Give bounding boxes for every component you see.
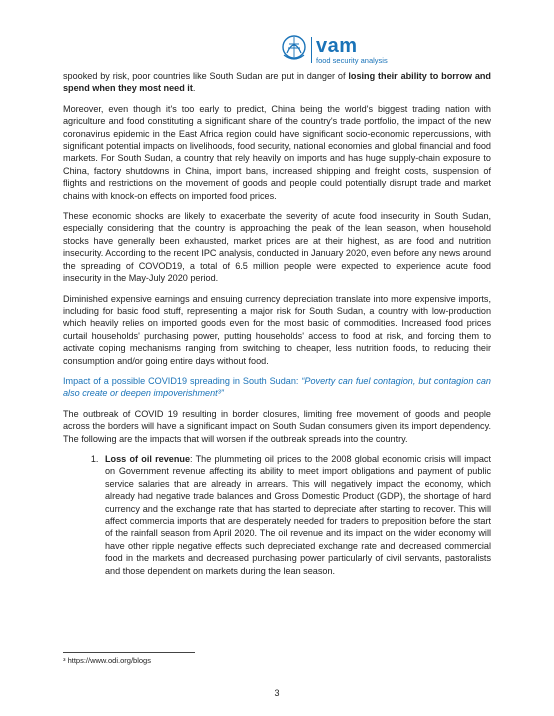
- main-content: [63, 70, 491, 577]
- paragraph-3: These economic shocks are likely to exacerbate the severity of acute food insecurity in South Sudan, especially considering that the country is approaching the peak of the lean season, when household stocks have generally been exhausted, market prices are at their highest, as are food and nutrition insecurity. According to the recent IPC analysis, conducted in January 2020, even before any news around the spreading of COVOD19, a total of 6.5 million people were expected to experience acute food insecurity in the May-July 2020 period.: [63, 211, 491, 284]
- paragraph-1: [63, 70, 491, 95]
- paragraph-4: Diminished expensive earnings and ensuing currency depreciation translate into more expensive imports, including for basic food stuff, representing a major risk for South Sudan, a country with low-production which heavily relies on imported goods even for the most basic of commodities. Increased food prices curtail households' purchasing power, putting households' access to food at risk, and forcing them to activate coping mechanisms ranging from switching to cheaper, less nutrition foods, to reducing their consumption and/or going entire days without food.: [63, 293, 491, 366]
- page-number: 3: [274, 688, 280, 698]
- section-intro: The outbreak of COVID 19 resulting in border closures, limiting free movement of goods and people across the borders will have a significant impact on South Sudan consumers given its import dependency. The following are the impacts that will worsen if the outbreak spreads into the country.: [63, 408, 491, 444]
- section-heading-quote: “Poverty can fuel contagion, but contagion can also create or deepen impoverishment³”: [63, 375, 491, 399]
- wfp-emblem-icon: [280, 33, 308, 67]
- paragraph-2: Moreover, even though it's too early to predict, China being the world's biggest trading nation with agriculture and food constituting a significant share of the country's trade portfolio, the impact of the new coronavirus epidemic in the East Africa region could have significant socio-economic repercussions, with significant potential impacts on livelihoods, food security, national economies and global financial and food markets. For South Sudan, a country that rely heavily on imports and has huge supply-chain exposure to China, factory shutdowns in China, import bans, increased shipping and freight costs, suspension of flights and restrictions on the movement of goods and people could potentially disrupt trade and market chains with knock-on effects on imported food prices.: [63, 103, 491, 201]
- paragraph-1-bold: losing their ability to borrow and spend when they most need it: [63, 71, 491, 94]
- wfp-vam-logo: [280, 32, 388, 68]
- section-heading-text: Impact of a possible COVID19 spreading in South Sudan:: [63, 375, 302, 386]
- section-heading: [63, 375, 491, 400]
- logo-separator: [311, 37, 312, 63]
- footnote: ³ https://www.odi.org/blogs: [63, 656, 151, 665]
- list-item-title: Loss of oil revenue: [105, 453, 191, 464]
- vam-text-block: [316, 36, 388, 65]
- vam-subtitle: food security analysis: [316, 55, 388, 65]
- vam-wordmark: vam: [316, 34, 358, 57]
- paragraph-1-end: .: [192, 83, 196, 94]
- footnote-divider: [63, 652, 195, 653]
- list-item-text: : The plummeting oil prices to the 2008 global economic crisis will impact on Government revenue affecting its ability to meet import obligations and payment of public service salaries that are already in arrears. This will negatively impact the economy, which already had negative trade balances and Gross Domestic Product (GDP), the shortage of hard currency and the exchange rate that has started to depreciate after starting to recover. This will affect commercia imports that are desperately needed for traders to preposition before the start of the rainfall season from April 2020. The oil revenue and its impact on the wider economy will have other ripple negative effects such depreciated exchange rate and decreased commercial food in the markets and decreased purchasing power particularly of civil servants, pastoralists and those dependent on markets during the lean season.: [105, 453, 492, 576]
- list-item: [101, 453, 491, 577]
- impact-list: [63, 453, 491, 577]
- paragraph-1-text: spooked by risk, poor countries like South Sudan are put in danger of: [63, 71, 349, 81]
